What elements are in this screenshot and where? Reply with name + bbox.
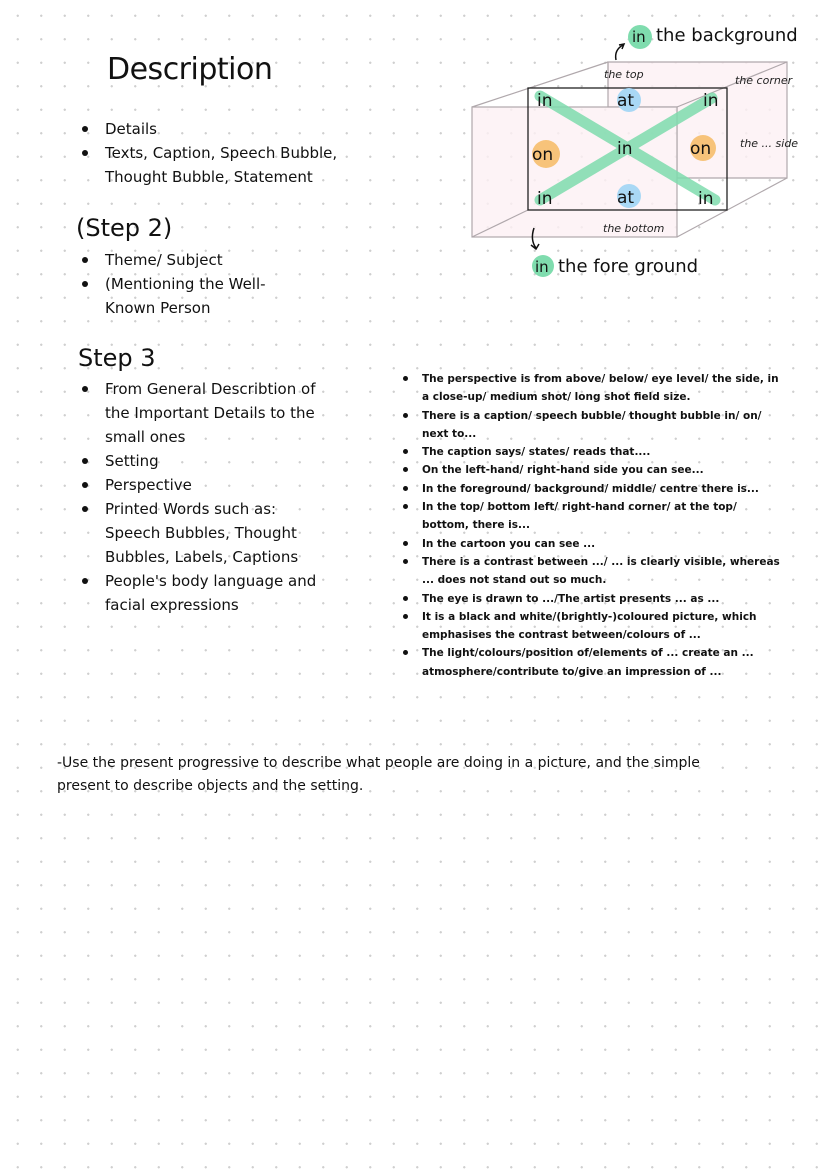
list-item: Details xyxy=(80,117,350,141)
cell-middle-center: in xyxy=(617,139,633,159)
background-prep: in xyxy=(632,28,646,46)
foreground-prep: in xyxy=(535,258,549,276)
phrase-item: The caption says/ states/ reads that.... xyxy=(401,443,786,461)
label-corner: the corner xyxy=(735,74,793,87)
phrase-item: In the cartoon you can see ... xyxy=(401,535,786,553)
cell-middle-right: on xyxy=(690,139,712,159)
phrases-list xyxy=(401,370,786,681)
phrase-item: It is a black and white/(brightly-)coloured picture, which emphasises the contrast between/colours of ... xyxy=(401,608,786,645)
cell-top-left: in xyxy=(537,91,553,111)
list-item: Printed Words such as: Speech Bubbles, Thought Bubbles, Labels, Captions xyxy=(80,497,330,569)
label-bottom: the bottom xyxy=(603,222,665,235)
phrase-item: The eye is drawn to .../The artist presents ... as ... xyxy=(401,590,786,608)
cell-top-center: at xyxy=(617,91,635,111)
list-item: Perspective xyxy=(80,473,330,497)
list-item: Setting xyxy=(80,449,330,473)
grammar-note: -Use the present progressive to describe what people are doing in a picture, and the simple present to describe objects and the setting. xyxy=(57,755,700,794)
prepositions-diagram xyxy=(0,0,828,300)
list-item: Theme/ Subject xyxy=(80,248,280,272)
list-item: From General Describtion of the Important Details to the small ones xyxy=(80,377,330,449)
label-top: the top xyxy=(604,68,644,81)
phrase-item: In the top/ bottom left/ right-hand corner/ at the top/ bottom, there is... xyxy=(401,498,786,535)
page-title: Description xyxy=(107,52,273,87)
foreground-label: the fore ground xyxy=(558,256,699,277)
arrow-up-icon xyxy=(616,44,624,60)
cell-bottom-left: in xyxy=(537,189,553,209)
list-item: Texts, Caption, Speech Bubble, Thought Bubble, Statement xyxy=(80,141,350,189)
phrase-item: On the left-hand/ right-hand side you can see... xyxy=(401,461,786,479)
cell-bottom-right: in xyxy=(698,189,714,209)
phrase-item: There is a caption/ speech bubble/ thought bubble in/ on/ next to... xyxy=(401,407,786,444)
phrase-item: In the foreground/ background/ middle/ centre there is... xyxy=(401,480,786,498)
phrase-item: The perspective is from above/ below/ eye level/ the side, in a close-up/ medium shot/ long shot field size. xyxy=(401,370,786,407)
phrase-item: The light/colours/position of/elements of ... create an ... atmosphere/contribute to/give an impression of ... xyxy=(401,644,786,681)
label-side: the ... side xyxy=(740,137,799,150)
step2-heading: (Step 2) xyxy=(76,214,173,242)
cell-bottom-center: at xyxy=(617,188,635,208)
phrase-item: There is a contrast between .../ ... is clearly visible, whereas ... does not stand out so much. xyxy=(401,553,786,590)
step3-list xyxy=(80,377,330,617)
background-label: the background xyxy=(656,25,798,46)
cell-top-right: in xyxy=(703,91,719,111)
list-item: (Mentioning the Well-Known Person xyxy=(80,272,280,320)
list-item: People's body language and facial expressions xyxy=(80,569,330,617)
cell-middle-left: on xyxy=(532,145,554,165)
step3-heading: Step 3 xyxy=(78,344,156,372)
